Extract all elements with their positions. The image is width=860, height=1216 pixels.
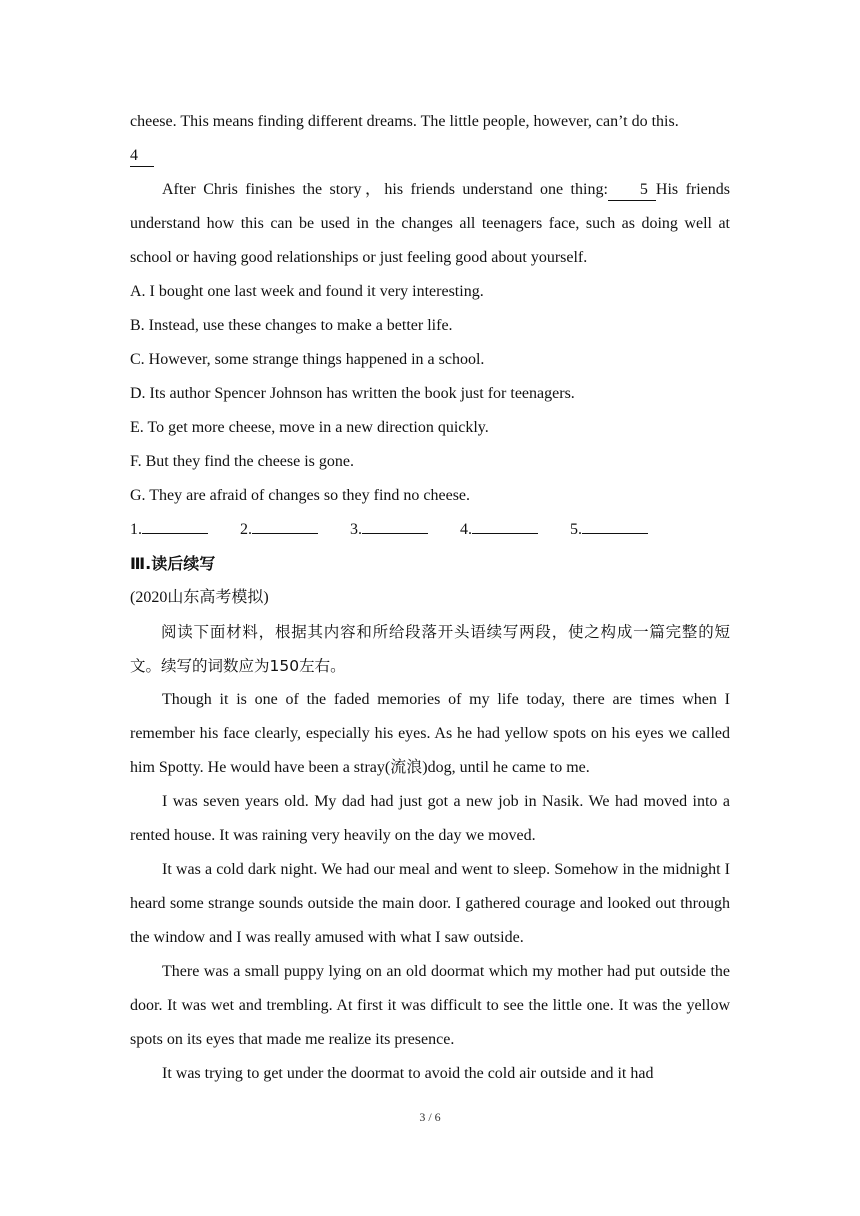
option-e: E. To get more cheese, move in a new direction quickly.	[130, 419, 489, 436]
answer-slot	[570, 513, 648, 547]
option-b: B. Instead, use these changes to make a better life.	[130, 317, 453, 334]
answer-slot	[240, 513, 318, 547]
answer-slot	[460, 513, 538, 547]
answer-label: 4.	[460, 521, 472, 538]
story-paragraph: It was trying to get under the doormat to avoid the cold air outside and it had	[162, 1065, 654, 1082]
answer-blank[interactable]	[252, 515, 318, 534]
story-paragraph: I was seven years old. My dad had just got a new job in Nasik. We had moved into a rented house. It was raining very heavily on the day we moved.	[130, 793, 730, 844]
blank-4: 4	[130, 146, 154, 167]
option-c: C. However, some strange things happened in a school.	[130, 351, 485, 368]
answer-blank[interactable]	[472, 515, 538, 534]
document-page	[130, 105, 730, 1091]
blank-5: 5	[608, 180, 656, 201]
answer-blank[interactable]	[362, 515, 428, 534]
answer-label: 2.	[240, 521, 252, 538]
passage-text: After Chris finishes the story，his friends understand one thing:	[162, 181, 608, 198]
option-a: A. I bought one last week and found it very interesting.	[130, 283, 484, 300]
passage-text: cheese. This means finding different dreams. The little people, however, can’t do this.	[130, 113, 679, 130]
option-d: D. Its author Spencer Johnson has written the book just for teenagers.	[130, 385, 575, 402]
section-source	[130, 581, 730, 615]
section-instruction: 阅读下面材料，根据其内容和所给段落开头语续写两段，使之构成一篇完整的短文。续写的词数应为150左右。	[130, 623, 730, 675]
story-paragraph: It was a cold dark night. We had our meal and went to sleep. Somehow in the midnight I heard some strange sounds outside the main door. I gathered courage and looked out through the window and I was really amused with what I saw outside.	[130, 861, 730, 946]
option-g: G. They are afraid of changes so they find no cheese.	[130, 487, 471, 504]
answer-label: 3.	[350, 521, 362, 538]
story-paragraph: Though it is one of the faded memories of my life today, there are times when I remember his face clearly, especially his eyes. As he had yellow spots on his eyes we called him Spotty. He would have been a stray(流浪)dog, until he came to me.	[130, 691, 730, 776]
answer-slot	[130, 513, 208, 547]
answer-blank[interactable]	[142, 515, 208, 534]
page-number: 3 / 6	[419, 1110, 441, 1124]
section-title: Ⅲ.读后续写	[130, 554, 216, 573]
story-paragraph: There was a small puppy lying on an old doormat which my mother had put outside the door. It was wet and trembling. At first it was difficult to see the little one. It was the yellow spots on its eyes that made me realize its presence.	[130, 963, 730, 1048]
passage-line	[130, 105, 730, 139]
source-text: (2020山东高考模拟)	[130, 589, 269, 606]
answer-blank[interactable]	[582, 515, 648, 534]
answer-label: 5.	[570, 521, 582, 538]
answer-label: 1.	[130, 521, 142, 538]
passage-paragraph	[130, 173, 730, 275]
answer-slot	[350, 513, 428, 547]
blank-4-line	[130, 139, 730, 173]
answer-row	[130, 513, 730, 547]
passage-text: His friends understand how this can be used in the changes all teenagers face, such as doing well at school or having good relationships or just feeling good about yourself.	[130, 181, 731, 266]
option-f: F. But they find the cheese is gone.	[130, 453, 355, 470]
